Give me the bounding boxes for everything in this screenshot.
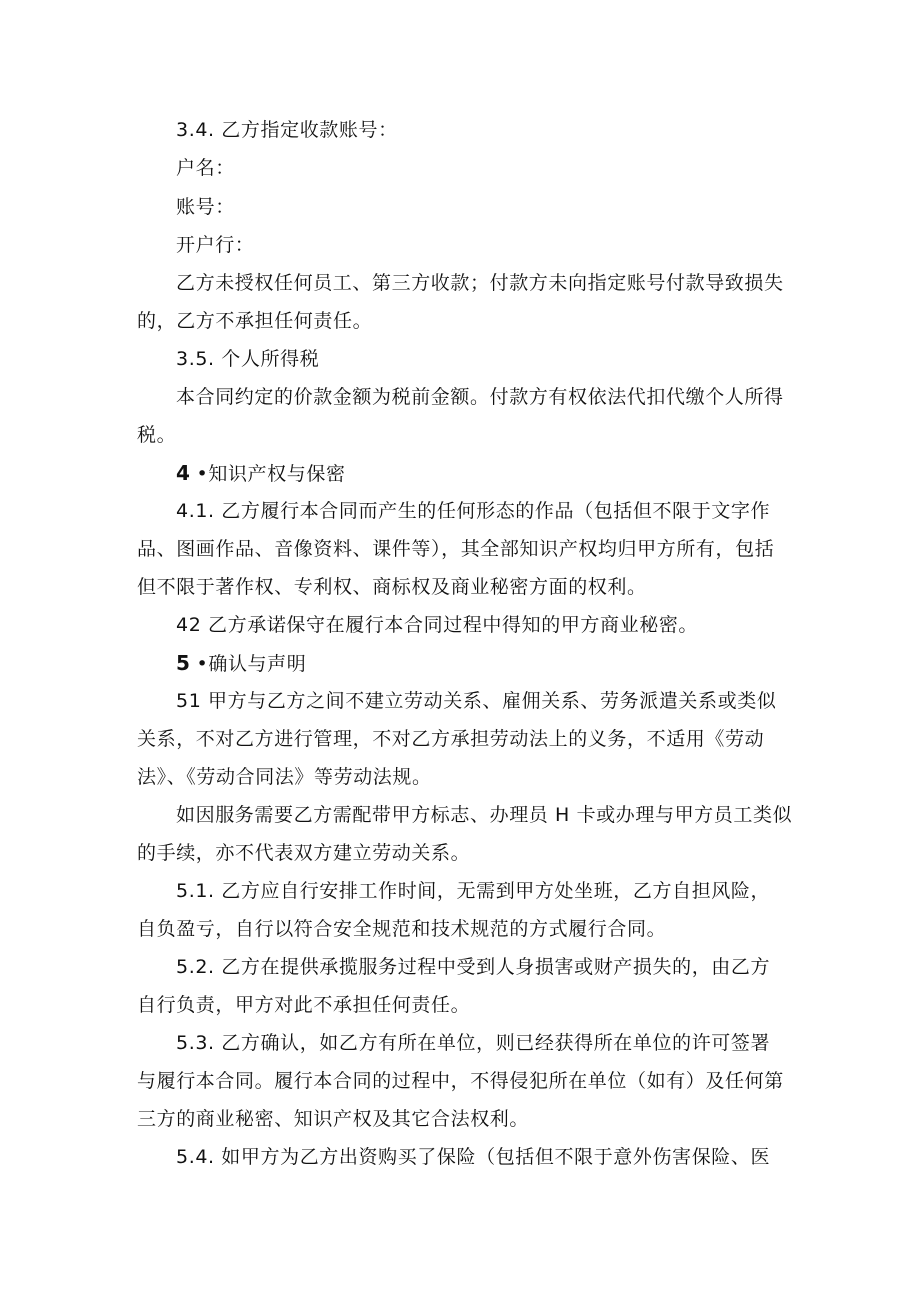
clause-5-2-line-1: 5.2. 乙方在提供承揽服务过程中受到人身损害或财产损失的，由乙方 [176, 956, 771, 978]
clause-5-3-line-3: 三方的商业秘密、知识产权及其它合法权利。 [137, 1108, 530, 1130]
tax-line-2: 税。 [137, 424, 177, 446]
clause-4-2: 42 乙方承诺保守在履行本合同过程中得知的甲方商业秘密。 [176, 614, 699, 636]
bank-label: 开户行： [176, 234, 255, 256]
section-4-number: 4 [176, 461, 191, 485]
clause-3-5-title: 3.5. 个人所得税 [176, 348, 320, 370]
section-4-heading [176, 461, 346, 486]
clause-4-1-line-3: 但不限于著作权、专利权、商标权及商业秘密方面的权利。 [137, 576, 647, 598]
clause-4-1-line-1: 4.1. 乙方履行本合同而产生的任何形态的作品（包括但不限于文字作 [176, 500, 771, 522]
unauthorized-payment-line-2: 的，乙方不承担任何责任。 [137, 310, 373, 332]
clause-5-intro-line-2: 关系，不对乙方进行管理，不对乙方承担劳动法上的义务，不适用《劳动 [137, 728, 765, 750]
clause-5-2-line-2: 自行负责，甲方对此不承担任何责任。 [137, 994, 471, 1016]
clause-4-1-line-2: 品、图画作品、音像资料、课件等），其全部知识产权均归甲方所有，包括 [137, 538, 775, 560]
badge-clause-line-2: 的手续，亦不代表双方建立劳动关系。 [137, 842, 471, 864]
clause-5-1-line-1: 5.1. 乙方应自行安排工作时间，无需到甲方处坐班，乙方自担风险， [176, 880, 771, 902]
tax-line-1: 本合同约定的价款金额为税前金额。付款方有权依法代扣代缴个人所得 [176, 386, 784, 408]
clause-5-intro-line-3: 法》、《劳动合同法》等劳动法规。 [137, 766, 432, 788]
account-number-label: 账号： [176, 196, 235, 218]
clause-5-3-line-1: 5.3. 乙方确认，如乙方有所在单位，则已经获得所在单位的许可签署 [176, 1032, 771, 1054]
clause-5-intro-line-1: 51 甲方与乙方之间不建立劳动关系、雇佣关系、劳务派遣关系或类似 [176, 690, 777, 712]
unauthorized-payment-line-1: 乙方未授权任何员工、第三方收款；付款方未向指定账号付款导致损失 [176, 272, 784, 294]
clause-3-4-title: 3.4. 乙方指定收款账号： [176, 119, 398, 141]
section-4-title: •知识产权与保密 [196, 463, 346, 485]
account-name-label: 户名： [176, 157, 235, 179]
badge-clause-line-1: 如因服务需要乙方需配带甲方标志、办理员 H 卡或办理与甲方员工类似 [176, 804, 793, 826]
section-5-heading [176, 651, 306, 676]
clause-5-4-line-1: 5.4. 如甲方为乙方出资购买了保险（包括但不限于意外伤害保险、医 [176, 1146, 771, 1168]
clause-5-1-line-2: 自负盈亏，自行以符合安全规范和技术规范的方式履行合同。 [137, 918, 667, 940]
clause-5-3-line-2: 与履行本合同。履行本合同的过程中，不得侵犯所在单位（如有）及任何第 [137, 1070, 784, 1092]
section-5-title: •确认与声明 [196, 653, 307, 675]
section-5-number: 5 [176, 651, 191, 675]
